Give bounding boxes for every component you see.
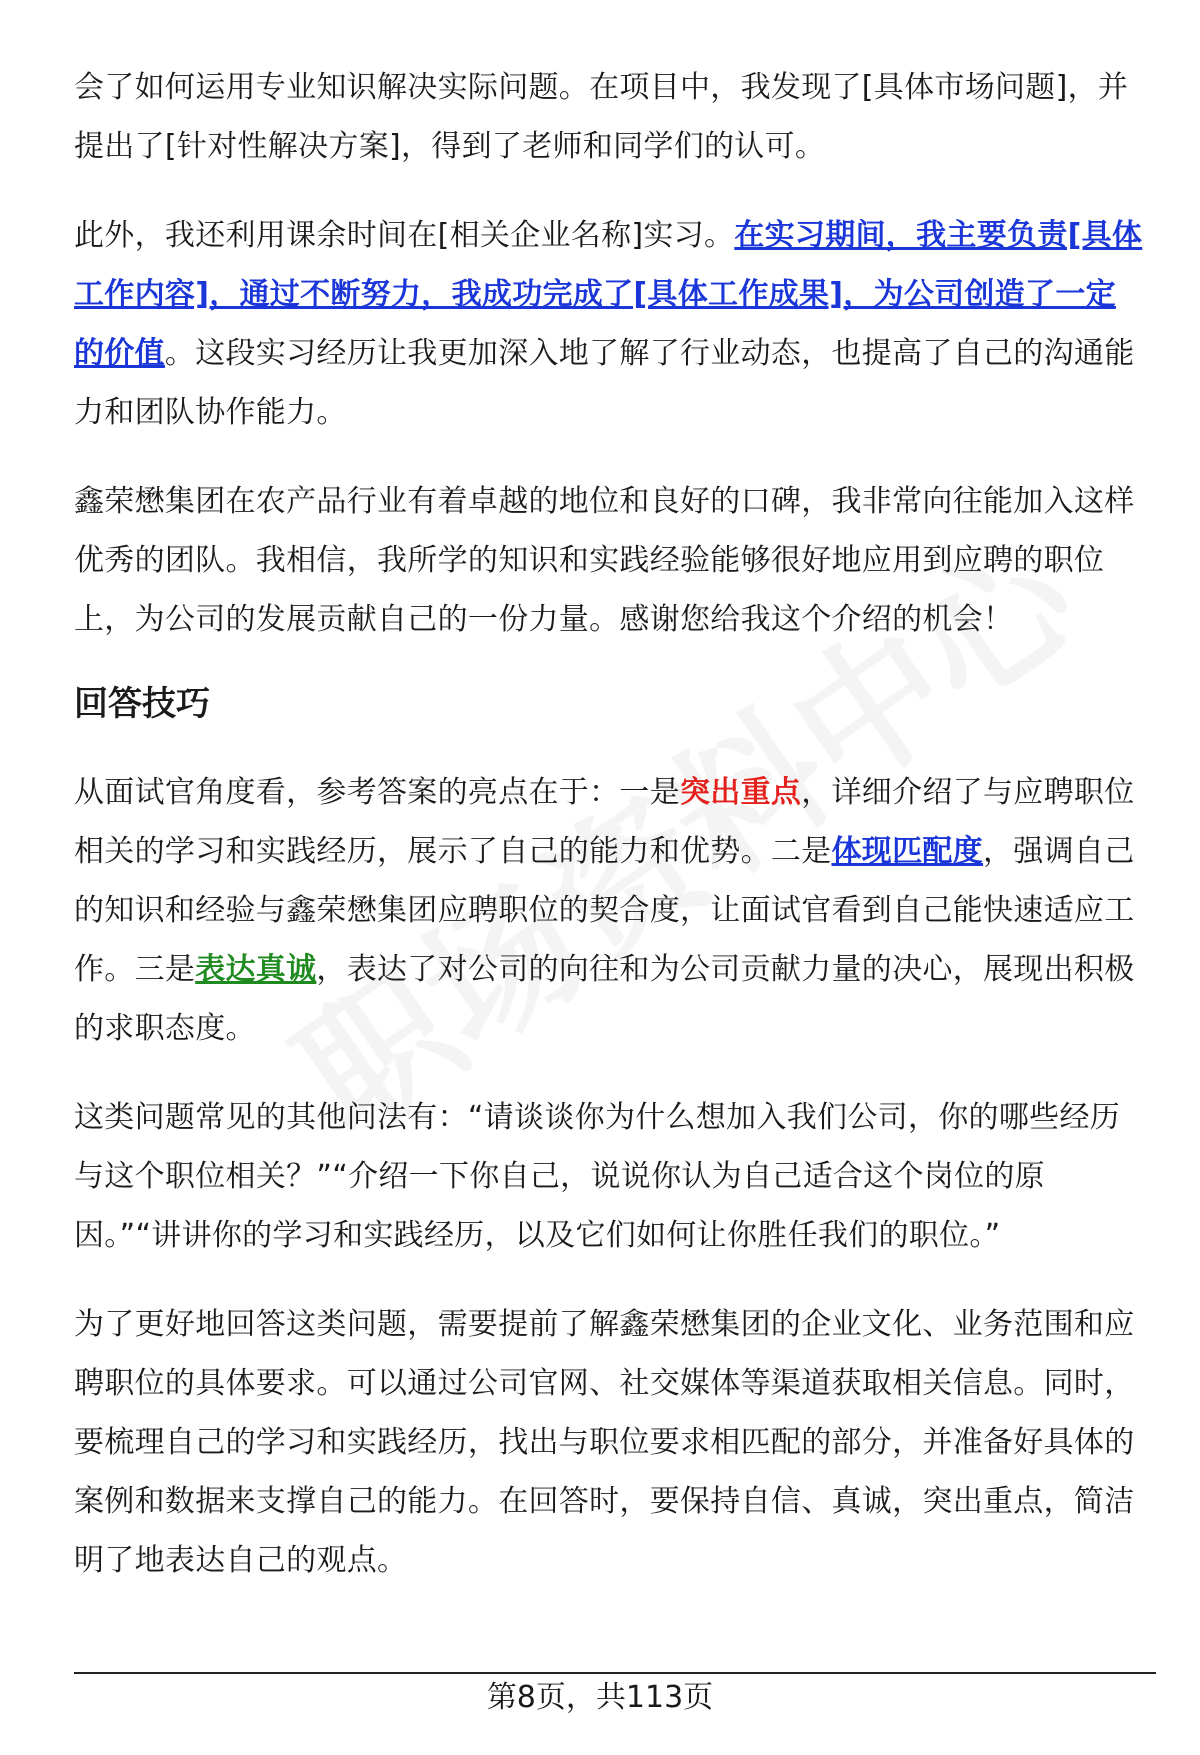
internship-highlight: 在实习期间，我主要负责[具体工作内容]，通过不断努力，我成功完成了[具体工作成果]，为公司创造了一定的价值 <box>74 218 1143 371</box>
tips-text-2: ，详细介绍了与应聘职位相关的学习和实践经历，展示了自己的能力和优势。二是 <box>74 775 1135 869</box>
page-content <box>74 58 1146 1620</box>
highlight-sincere: 表达真诚 <box>195 952 317 987</box>
internship-outro: 。这段实习经历让我更加深入地了解了行业动态，也提高了自己的沟通能力和团队协作能力。 <box>74 336 1135 430</box>
paragraph-closing: 鑫荣懋集团在农产品行业有着卓越的地位和良好的口碑，我非常向往能加入这样优秀的团队。我相信，我所学的知识和实践经验能够很好地应用到应聘的职位上，为公司的发展贡献自己的一份力量。感谢您给我这个介绍的机会！ <box>74 484 1135 637</box>
page-number: 第8页，共113页 <box>486 1680 714 1715</box>
paragraph-project: 会了如何运用专业知识解决实际问题。在项目中，我发现了[具体市场问题]，并提出了[针对性解决方案]，得到了老师和同学们的认可。 <box>74 70 1129 164</box>
internship-intro: 此外，我还利用课余时间在[相关企业名称]实习。 <box>74 218 735 253</box>
tips-text-1: 从面试官角度看，参考答案的亮点在于：一是 <box>74 775 680 810</box>
section-heading: 回答技巧 <box>74 684 210 724</box>
paragraph-preparation: 为了更好地回答这类问题，需要提前了解鑫荣懋集团的企业文化、业务范围和应聘职位的具体要求。可以通过公司官网、社交媒体等渠道获取相关信息。同时，要梳理自己的学习和实践经历，找出与职位要求相匹配的部分，并准备好具体的案例和数据来支撑自己的能力。在回答时，要保持自信、真诚，突出重点，简洁明了地表达自己的观点。 <box>74 1307 1135 1578</box>
highlight-focus: 突出重点 <box>680 775 802 810</box>
paragraph-other-questions: 这类问题常见的其他问法有：“请谈谈你为什么想加入我们公司，你的哪些经历与这个职位相关？”“介绍一下你自己，说说你认为自己适合这个岗位的原因。”“讲讲你的学习和实践经历，以及它们如何让你胜任我们的职位。” <box>74 1100 1121 1253</box>
tips-text-3: ，强调自己的知识和经验与鑫荣懋集团应聘职位的契合度，让面试官看到自己能快速适应工作。三是 <box>74 834 1135 987</box>
paragraph-internship <box>74 206 1146 442</box>
paragraph-tips <box>74 763 1146 1058</box>
tips-text-4: ，表达了对公司的向往和为公司贡献力量的决心，展现出积极的求职态度。 <box>74 952 1135 1046</box>
highlight-match: 体现匹配度 <box>831 834 983 869</box>
footer-divider <box>74 1672 1156 1674</box>
